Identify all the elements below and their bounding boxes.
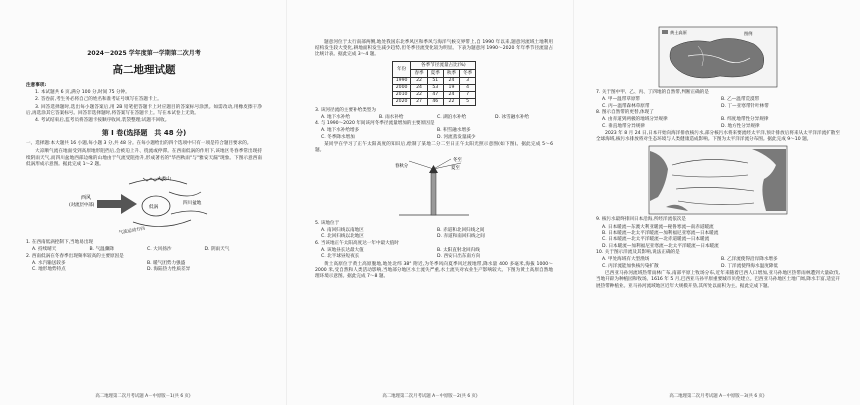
q6-option-c: C. 北半球昼短夜长: [321, 254, 360, 260]
table-header-group: 各季节径流量占比(%): [411, 61, 476, 69]
table-row: 2000 24 53 19 4: [392, 84, 476, 91]
legend-loess: 黄土高原: [670, 30, 687, 35]
table-header-year: 年份: [392, 61, 411, 77]
table-header-spring: 春季: [411, 69, 427, 77]
q8-option-a: A. 由赤道到两极的地域分异规律: [602, 117, 668, 123]
label-vortex: 低涡: [149, 205, 159, 211]
section-intro: 一、选择题:本大题共 16 小题,每小题 3 分,共 48 分。在每小题给出的四个选项中只有一项是符合题目要求的。: [26, 141, 252, 147]
question-1: 1. 在西南低涡控制下,当地易出现: [26, 240, 94, 246]
label-wind: 西风: [81, 195, 92, 202]
page-3: [574, 0, 860, 405]
q9-option-b: B. 日本暖流—北太平洋暖流—加利福尼亚寒流—日本暖流: [602, 231, 719, 237]
q3-option-b: B. 雨水补给: [379, 114, 404, 120]
notice-title: 注意事项:: [26, 83, 47, 88]
section-heading: 第 Ⅰ 卷(选择题 共 48 分): [101, 129, 187, 138]
runoff-table: [392, 61, 477, 106]
table-row: 2020 27 46 22 5: [392, 98, 476, 105]
page-1: [0, 0, 286, 405]
exam-title: 高二地理试题: [112, 64, 176, 76]
q7-option-a: A. 甲—温带草原带: [602, 97, 641, 103]
label-flow: 气流运动方向: [118, 226, 146, 237]
table-header-winter: 冬季: [460, 69, 476, 77]
passage-3: 某同学在学习了正午太阳高度的知识后,绘制了某地二分二至日正午太阳光照示意图(如下图)。据此完成 5～6 题。: [315, 142, 553, 154]
passage-6: 巴西亚马孙河流域热带雨林广布,南部平原上牧场分布,近年来随着巴西人口增加,亚马孙地区热带雨林遭到大量砍伐,当地开辟为种植园和牧场。1616 年 5 月,巴西亚马孙平原重要城市贝伦建立。巴西亚马孙地区土地广阔,降水丰富,适宜开展热带种植业。亚马孙河流域地区近年大规模开垦,其所处以面积为主。据此完成下题。: [596, 271, 840, 289]
q2-option-a: A. 水汽输送较多: [32, 260, 66, 266]
q3-option-a: A. 地下水补给: [321, 114, 350, 120]
q1-option-d: D. 阴雨天气: [204, 247, 230, 253]
loess-plateau-map: [658, 26, 778, 88]
question-8: 8. 图示自然带的更替,体现了: [596, 110, 654, 116]
question-9: 9. 核污水最终排回日本沿海,所经洋流依次是: [596, 217, 686, 223]
school-year-header: 2024－2025 学年度第一学期第二次月考: [87, 50, 201, 57]
q5-option-c: C. 北回归线以北地区: [321, 234, 364, 240]
notice-1: 1. 本试题共 6 页,满分 100 分,时间 75 分钟。: [35, 90, 130, 96]
label-basin: 四川盆地: [183, 201, 202, 207]
table-header-autumn: 秋季: [443, 69, 459, 77]
notice-2: 2. 答卷前,考生务必将自己的姓名和准考证号填写在答题卡上。: [35, 97, 162, 103]
q2-option-d: D. 海陆热力性质差异: [147, 267, 191, 273]
q5-option-b: B. 赤道和北回归线之间: [437, 227, 485, 233]
q4-option-b: B. 积雪融水增多: [437, 128, 471, 134]
question-2: 2. 西南低涡在冬春季出现频率较高的主要原因是: [26, 253, 124, 259]
notice-4: 4. 考试结束后,监考员将答题卡按顺序收回,装袋整理;试题不回收。: [35, 118, 170, 124]
passage-5: 2023 年 8 月 24 日,日本开始向海洋排放核污水,部分核污水将来要流经太平洋,预计排放后将来从太平洋洋流扩散至全球海域,核污水排放将对生态环境与人类健康造成影响。下图为太平洋洋流分布图。据此完成 9～10 题。: [596, 131, 840, 143]
question-10: 10. 关于图示洋流及其影响,说法正确的是: [596, 250, 680, 256]
q7-option-c: C. 丙—温带森林草原带: [602, 103, 650, 109]
q7-option-d: D. 丁—亚寒带针叶林带: [721, 103, 769, 109]
q1-option-b: B. 气温骤降: [89, 247, 114, 253]
passage-4: 黄土高原位于黄土高原腹地,地处北纬 38° 附近,为冬季风向夏季风过渡地带,降水量 400 多毫米,海拔 1000～2000 米,受自然和人类活动影响,当地部分地区水土流失严重,水土流失对农业生产影响较大。下图为黄土高原自然地理环境示意图。据此完成 7～8 题。: [315, 261, 553, 280]
page-footer: 高二地理第二次月考试题 A－中原版－3(共 6 页): [669, 394, 765, 399]
page-2: [287, 0, 573, 405]
label-summer: 夏至: [451, 165, 460, 171]
q9-option-c: C. 日本暖流—北太平洋暖流—北赤道暖流—日本暖流: [602, 237, 710, 243]
q4-option-c: C. 冬季降水增加: [321, 134, 355, 140]
q8-option-d: D. 地方性分异规律: [721, 123, 760, 129]
passage-2: 题意河位于太行南部两侧,地处我国东北季风区和季风与海洋气候交界带上,自 1990 年以来,题意河流域土地利用结构发生较大变化,耕地面积发生减少趋势,但冬季径流变化较为明显。下表为题意河 1990～2020 年年季节径流量占比统计表。据此完成 3～4 题。: [315, 40, 553, 58]
q2-option-c: C. 地形地势特点: [32, 267, 66, 273]
q10-option-a: A. 甲处海域有大型渔场: [602, 257, 650, 263]
q10-option-d: D. 丁洋流使得海水温度降低: [721, 263, 778, 269]
question-6: 6. 当该地正午太阳高度达一年中最大值时: [315, 240, 399, 246]
question-3: 3. 该河径流的主要补给类型为: [315, 107, 376, 113]
q4-option-d: D. 河流蒸发量减少: [437, 134, 476, 140]
label-winter: 冬至: [453, 157, 462, 163]
q9-option-d: D. 日本暖流—加利福尼亚寒流—北太平洋暖流—日本暖流: [602, 243, 719, 249]
q7-option-b: B. 乙—温带荒漠带: [721, 97, 760, 103]
q5-option-a: A. 南回归线以南地区: [321, 227, 364, 233]
q8-option-b: B. 纬度地带性分异规律: [721, 117, 769, 123]
question-5: 5. 该地位于: [315, 220, 340, 226]
label-equinox: 春秋分: [395, 163, 409, 169]
q6-option-a: A. 该地昼长达最大值: [321, 247, 364, 253]
q4-option-a: A. 地下水补给增多: [321, 128, 360, 134]
label-mountain: 大娄山: [157, 177, 171, 183]
page-footer: 高二地理第二次月考试题 A－中原版－2(共 6 页): [382, 394, 478, 399]
q1-option-a: A. 持续晴天: [32, 247, 57, 253]
page-footer: 高二地理第二次月考试题 A－中原版－1(共 6 页): [95, 394, 191, 399]
q9-option-a: A. 日本暖流—东澳大利亚暖流—秘鲁寒流—南赤道暖流: [602, 224, 714, 230]
notice-3: 3. 回答选择题时,选出每小题答案后,用 2B 铅笔把答题卡上对应题目的答案标号涂黑。如需改动,用橡皮擦干净后,再选涂其它答案标号。回答非选择题时,将答案写在答题卡上。写在本试卷上无效。: [26, 104, 262, 116]
question-4: 4. 与 1990～2020 年间该河冬季径流量增加的主要原因是: [315, 121, 435, 127]
table-row: 2010 22 47 24 7: [392, 91, 476, 98]
q2-option-b: B. 暖气团势力强盛: [147, 260, 186, 266]
table-header-summer: 夏季: [427, 69, 443, 77]
pacific-currents-map: [648, 145, 788, 215]
q10-option-b: B. 乙洋流使得沿岸降水增多: [721, 257, 778, 263]
q8-option-c: C. 垂直地带分异规律: [602, 123, 645, 129]
q3-option-c: C. 湖泊水补给: [437, 114, 467, 120]
passage-1: 大凉顺气流在地面受到高原地形阻挡后,会被迫上升、绕流或停滞。在西南低涡的作用下,该地区冬春季常出现持续阴雨天气,而四川盆地西部边缘的山地由于气流受阻抬升,形成著名的"华西秋雨"与"雅安天漏"现象。下图示意西南低涡形成示意图。据此完成 1～2 题。: [26, 149, 262, 167]
q3-option-d: D. 冰雪融水补给: [495, 114, 530, 120]
q5-option-d: D. 赤道和南回归线之间: [437, 234, 485, 240]
question-7: 7. 关于图中甲、乙、丙、丁四地的自然带,判断正确的是: [596, 90, 709, 95]
q6-option-d: D. 西安日出东南方向: [437, 254, 481, 260]
legend-title: 图例: [744, 31, 753, 36]
vortex-diagram: [59, 170, 229, 238]
q10-option-c: C. 丙洋流能加快核污染扩散: [602, 263, 659, 269]
q6-option-b: B. 太阳直射北回归线: [437, 247, 480, 253]
table-row: 1990 22 51 24 3: [392, 77, 476, 84]
sun-angle-diagram: [389, 157, 479, 219]
q1-option-c: C. 大风扬沙: [147, 247, 172, 253]
label-jet: (对流层中部): [69, 203, 95, 209]
